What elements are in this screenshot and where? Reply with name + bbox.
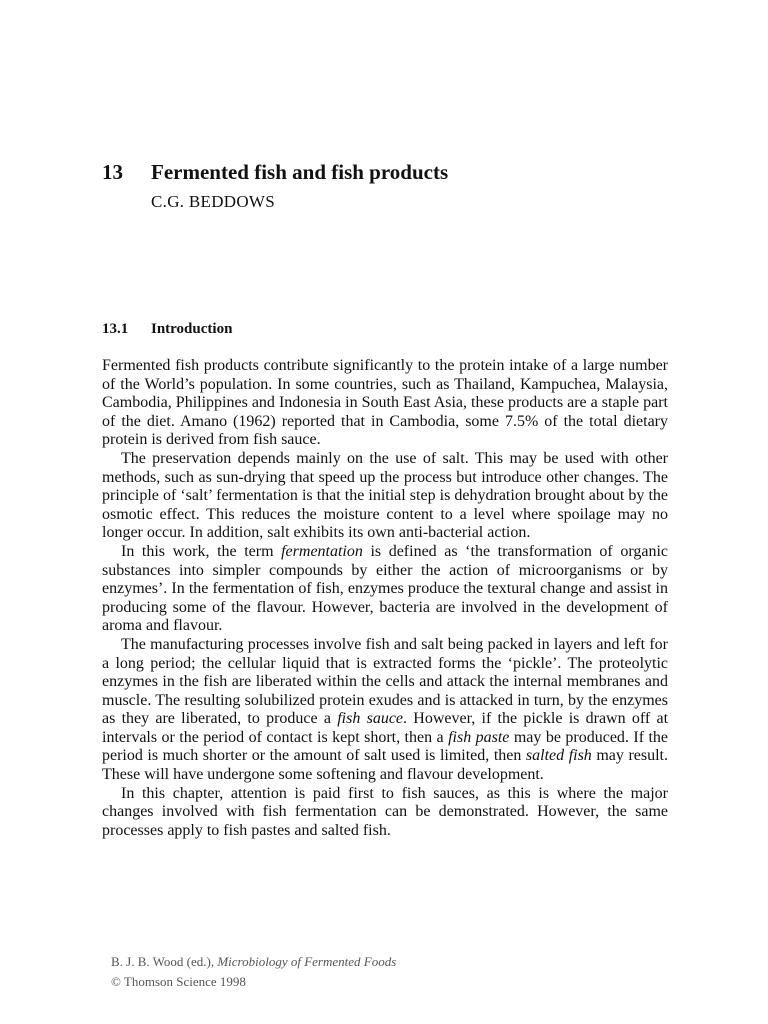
italic-term: fish paste: [448, 728, 510, 746]
text-run: may result. These will have undergone some softening and flavour development.: [102, 747, 668, 784]
text-run: may be produced. If the period is much shorter or the amount of salt used is limited, then: [102, 728, 669, 765]
paragraph: [102, 636, 668, 785]
section-number: 13.1: [102, 321, 129, 337]
copyright: © Thomson Science 1998: [111, 974, 246, 989]
italic-term: fermentation: [281, 542, 363, 560]
section-heading: [102, 319, 232, 339]
citation-title: Microbiology of Fermented Foods: [217, 954, 397, 969]
text-run: The manufacturing processes involve fish and salt being packed in layers and left for a long period; the cellular liquid that is extracted forms the ‘pickle’. The proteolytic enzymes in the fish are liberated within the cells and attack the internal membranes and muscle. The resulting solubilized protein exudes and is attacked in turn, by the enzymes as they are liberated, to produce a: [102, 635, 668, 728]
chapter-title: Fermented fish and fish products: [151, 160, 449, 184]
text-run: Fermented fish products contribute significantly to the protein intake of a large number of the World’s population. In some countries, such as Thailand, Kampuchea, Malaysia, Cambodia, Philippines and Indonesia in South East Asia, these products are a staple part of the diet. Amano (1962) reported that in Cambodia, some 7.5% of the total dietary protein is derived from fish sauce.: [102, 357, 668, 449]
text-run: . However, if the pickle is drawn off at intervals or the period of contact is kept short, then a: [102, 710, 669, 746]
chapter-number: 13: [102, 160, 123, 184]
page-footer: [111, 952, 396, 992]
body-text: [102, 357, 668, 840]
paragraph: [102, 543, 668, 636]
text-run: In this work, the term: [121, 542, 282, 560]
italic-term: fish sauce: [337, 710, 404, 728]
text-run: The preservation depends mainly on the use of salt. This may be used with other methods, such as sun-drying that speed up the process but introduce other changes. The principle of ‘salt’ fermentation is that the initial step is dehydration brought about by the osmotic effect. This reduces the moisture content to a level where spoilage may no longer occur. In addition, salt exhibits its own anti-bacterial action.: [102, 449, 668, 542]
text-run: In this chapter, attention is paid first to fish sauces, as this is where the major changes involved with fish fermentation can be demonstrated. However, the same processes apply to fish pastes and salted fish.: [102, 784, 668, 839]
text-run: is defined as ‘the transformation of organic substances into simpler compounds by either the action of microorganisms or by enzymes’. In the fermentation of fish, enzymes produce the textural change and assist in producing some of the flavour. However, bacteria are involved in the development of aroma and flavour.: [102, 542, 669, 635]
paragraph: [102, 357, 668, 450]
citation-prefix: B. J. B. Wood (ed.),: [111, 954, 218, 969]
chapter-heading: [102, 158, 448, 186]
paragraph: [102, 450, 668, 543]
chapter-author: C.G. BEDDOWS: [151, 192, 276, 211]
section-title: Introduction: [151, 321, 233, 337]
italic-term: salted fish: [525, 747, 592, 765]
citation: [111, 952, 396, 972]
paragraph: [102, 785, 668, 841]
